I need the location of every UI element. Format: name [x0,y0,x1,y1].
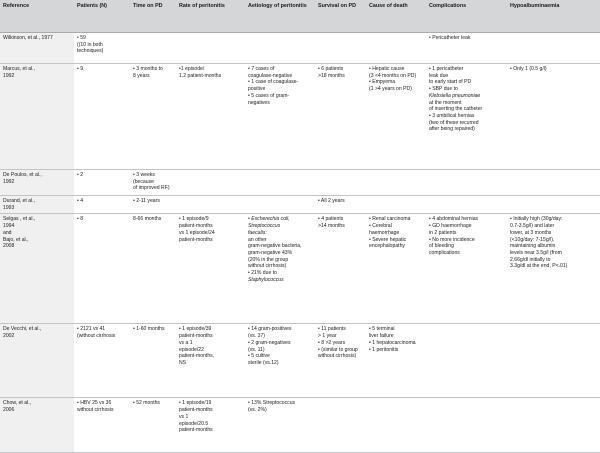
cell-aetiology [245,33,315,64]
cell-line: (20% in the group [248,256,289,263]
cell-line: Chow, et al., [3,400,32,407]
cell-line: 2002 [3,333,15,340]
cell-line: 2006 [3,407,15,414]
cell-line: (two of these recurred [429,119,479,126]
cell-line: • 1 episode/9 [179,216,209,223]
cell-line: • Escherechia coli, [248,216,290,223]
cell-time [130,33,176,64]
cell-line: (1 >4 years on PD) [369,86,412,93]
cell-line: • 3 weeks (because [133,172,155,185]
cell-line: after being repaired) [429,126,475,133]
cell-time [130,64,176,170]
cell-line: • 5 cases of gram- [248,92,290,99]
cell-time [130,196,176,214]
cell-complications [426,170,507,196]
cell-line: 3.3g/dl at the end, P<.01) [510,263,568,270]
table-row [0,64,600,170]
cell-survival [315,33,366,64]
header-cause-of-death: Cause of death [366,0,426,33]
cell-line: and [3,229,12,236]
cell-aetiology [245,170,315,196]
cell-line: >14 months [318,223,345,230]
cell-line: without cirrhosis) [248,263,287,270]
cell-line: (3 <4 months on PD) [369,72,417,79]
cell-death [366,64,426,170]
table-row [0,398,600,453]
cell-line: 1992 [3,72,15,79]
cell-line: • 6 patients [318,66,344,72]
header-patients: Patients (N) [74,0,130,33]
cell-line: leak due [429,72,449,79]
cell-line: • 1 peritonitis [369,346,399,353]
cell-line: negatives [248,99,270,106]
cell-rate [176,33,245,64]
cell-line: maintaining albumin [510,243,556,250]
cell-line: NS [179,360,187,367]
cell-line: sterile (vs.12) [248,360,279,367]
cell-reference [0,214,74,324]
cell-line: • 21% due to [248,270,277,277]
cell-rate [176,398,245,453]
cell-line: 1994 [3,223,15,230]
cell-hypo [507,398,600,453]
cell-line: (vs. 37) [248,333,265,340]
cell-line: • 2 gram-negatives [248,339,291,346]
cell-aetiology [245,64,315,170]
cell-line: Wilkinson, et al., 1977 [3,35,53,41]
cell-line: • 8 >2 years [318,339,346,346]
cell-line: Durand, et al., [3,198,35,204]
cell-line: liver failure [369,333,394,340]
cell-line: patient-months [179,236,213,243]
cell-line: (vs. 11) [248,346,265,353]
cell-line: • 1 hepatocarcinoma [369,339,416,346]
cell-line: Klebsiella pneumoniae [429,92,481,99]
cell-line: • Cerebral haemorrhage [369,223,400,236]
cell-rate [176,170,245,196]
cell-survival [315,324,366,398]
cell-reference [0,64,74,170]
cell-line: 2.66g/dl initially to [510,256,551,263]
cell-patients [74,214,130,324]
header-hypoalbuminaemia: Hypoalbuminaemia [507,0,600,33]
cell-line: to early start of PD [429,79,472,86]
cell-line: vs 1 episode/24 [179,229,215,236]
cell-time [130,170,176,196]
cell-line: vs a 1 [179,339,193,346]
table-body [0,33,600,453]
cell-line: De Vecchi, et al., [3,326,42,333]
cell-line: 8-66 months [133,216,162,223]
cell-line: patient-months [179,427,213,434]
cell-patients [74,33,130,64]
cell-aetiology [245,214,315,324]
cell-death [366,398,426,453]
cell-time [130,214,176,324]
cell-line: levels near 3.5g/l (from [510,250,562,257]
cell-complications [426,398,507,453]
cell-line: at the moment [429,99,462,106]
cell-hypo [507,64,600,170]
cell-line: • 3 months to [133,66,163,72]
cell-line: • Renal carcinoma [369,216,411,223]
header-rate-of-peritonitis: Rate of peritonitis [176,0,245,33]
cell-line: an other [248,236,267,243]
cell-line: 1993 [3,204,15,211]
cell-line: Staphylococcus [248,276,284,283]
cell-line: • No more incidence [429,236,475,243]
cell-patients [74,64,130,170]
cell-line: • 7 cases of [248,66,275,72]
cell-line: Selgas , et al., [3,216,36,223]
cell-line: lower, at 3 months [510,229,552,236]
cell-line: patient-months [179,223,213,230]
cell-line: • Hepatic cause [369,66,405,72]
cell-rate [176,324,245,398]
cell-aetiology [245,398,315,453]
cell-line: • 5 cultive [248,353,270,360]
header-aetiology: Aetiology of peritonitis [245,0,315,33]
cell-line: (<10g/day: 7-15g/l), [510,236,555,243]
cell-line: (without cirrhosis [77,333,116,340]
header-survival: Survival on PD [315,0,366,33]
cell-hypo [507,324,600,398]
cell-line: vs 1 [179,413,189,420]
cell-line: • 1-60 months [133,326,165,333]
cell-line: in 2 patients [429,229,457,236]
cell-line: patient-months [179,333,213,340]
cell-line: • 1 pericatheter [429,66,464,72]
cell-line: • Pericatheter leak [429,35,471,41]
cell-line: gram-negative bacteria, [248,243,302,250]
cell-line: encephalopathy [369,243,405,250]
cell-complications [426,324,507,398]
cell-line: 1992 [3,178,15,185]
cell-line: • GD haemorrhage [429,223,472,230]
cell-reference [0,324,74,398]
cell-complications [426,214,507,324]
cell-time [130,398,176,453]
cell-line: • All 2 years [318,198,345,204]
cell-survival [315,214,366,324]
cell-line: • 1 episode/19 [179,400,212,407]
cell-patients [74,398,130,453]
table-row [0,214,600,324]
cell-death [366,214,426,324]
cell-line: • SBP due to [429,86,458,93]
cell-line: • 4 patients [318,216,344,223]
cell-complications [426,196,507,214]
cell-line: without cirrhosis) [318,353,357,360]
cell-rate [176,214,245,324]
cell-complications [426,33,507,64]
cell-line: • 8 [77,216,84,223]
cell-aetiology [245,196,315,214]
cell-line: • Empyema [369,79,396,86]
cell-time [130,324,176,398]
cell-line: Marcus, et al., [3,66,35,72]
cell-line: coagulase-negative [248,72,293,79]
header-complications: Complications [426,0,507,33]
cell-line: gram-negative 43% [248,250,293,257]
cell-line: > 1 year [318,333,337,340]
table-row [0,170,600,196]
cell-line: De Poulos, et al., [3,172,42,178]
cell-line: • 52 months [133,400,160,407]
header-reference: Reference [0,0,74,33]
cell-line: of inserting the catheter [429,106,483,113]
cell-line: (vs. 2%) [248,407,267,414]
cell-line: 8 years [133,72,150,79]
cell-line: • 1 episode/39 [179,326,212,333]
cell-rate [176,64,245,170]
cell-complications [426,64,507,170]
cell-line: 1.2 patient-months [179,72,222,79]
cell-line: Bajo, et al., [3,236,29,243]
cell-line: techniques) [77,48,104,55]
cell-line: • 2-11 years [133,198,160,204]
cell-line: • (similar to group [318,346,358,353]
cell-line: patient-months [179,407,213,414]
cell-line: • 9 [77,66,84,72]
cell-aetiology [245,324,315,398]
cell-line: 0.7-3.5g/l) and later [510,223,555,230]
cell-line: of improved RF) [133,185,170,192]
cell-line: • 4 [77,198,84,204]
cell-line: • Initially high (30g/day: [510,216,563,223]
table-row [0,33,600,64]
header-time-on-pd: Time on PD [130,0,176,33]
cell-rate [176,196,245,214]
cell-line: • Only 1 (0.5 g/l) [510,66,547,72]
cell-death [366,196,426,214]
cell-line: complications [429,250,460,257]
cell-line: • 59 [77,35,86,41]
cell-line: >18 months [318,72,345,79]
cell-death [366,324,426,398]
cell-line: episode/20.5 [179,420,209,427]
cell-line: • Severe hepatic [369,236,407,243]
cell-line: faecalis: [248,229,267,236]
header-row [0,0,600,33]
cell-line: patient-months, [179,353,215,360]
cell-line: • 2121 vs 41 [77,326,106,333]
cell-line: without cirrhosis [77,407,114,414]
table-row [0,196,600,214]
cell-survival [315,170,366,196]
cell-line: of bleeding [429,243,454,250]
cell-death [366,170,426,196]
cell-reference [0,398,74,453]
cell-patients [74,170,130,196]
table-row [0,324,600,398]
cell-survival [315,196,366,214]
cell-death [366,33,426,64]
cell-reference [0,170,74,196]
cell-line: • HBV 25 vs 36 [77,400,112,407]
cell-patients [74,324,130,398]
cell-line: • 4 abdominal hernias [429,216,479,223]
cell-line: • 5 terminal [369,326,395,333]
cell-line: • 2 [77,172,84,178]
cell-line: • 14 gram-positives [248,326,292,333]
cell-hypo [507,33,600,64]
cell-line: • 3 umbilical hernias [429,113,475,120]
cell-line: • 13% Streptococcus [248,400,296,407]
cell-survival [315,64,366,170]
cell-line: 2008 [3,243,15,250]
cell-reference [0,196,74,214]
cell-hypo [507,196,600,214]
cell-line: ((10 in both [77,41,103,48]
cell-hypo [507,214,600,324]
cell-line: • 11 patients [318,326,346,333]
cell-line: • 1 case of coagulase- [248,79,299,86]
cell-patients [74,196,130,214]
cell-line: positive [248,86,266,93]
cell-reference [0,33,74,64]
cell-hypo [507,170,600,196]
cell-line: •1 episode/ [179,66,205,72]
cell-survival [315,398,366,453]
cell-line: Streptococcus [248,223,281,230]
cell-line: episode/22 [179,346,204,353]
